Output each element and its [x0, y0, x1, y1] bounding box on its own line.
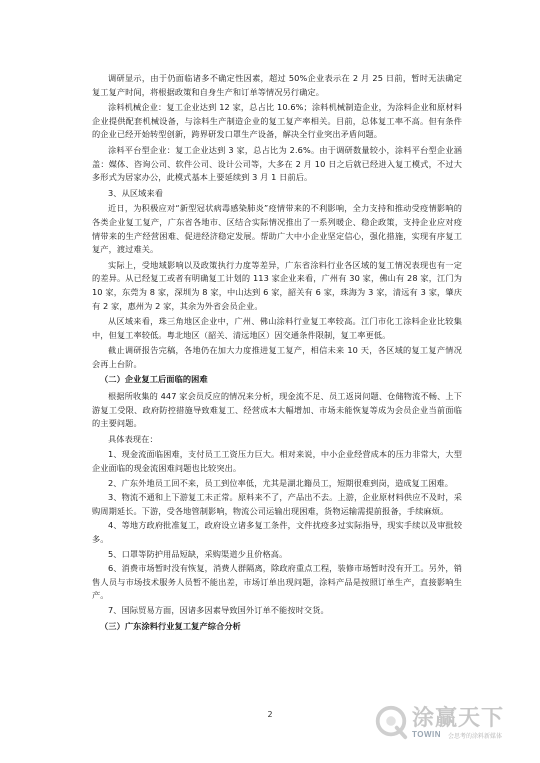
list-item: 6、消费市场暂时没有恢复，消费人群隔离，除政府重点工程，装修市场暂时没有开工。另外，销售人员与市场技术服务人员暂不能出差，市场订单出现问题，涂料产品是按照订单生产，直接影响生产。 — [92, 563, 462, 601]
paragraph: 截止调研报告完稿，各地仍在加大力度推进复工复产，相信未来 10 天，各区域的复工复产情况会再上台阶。 — [92, 345, 462, 369]
towin-logo — [372, 699, 522, 745]
logo-name-en: TOWIN — [412, 730, 442, 739]
list-item: 2、广东外地员工回不来，员工到位率低，尤其是湖北籍员工，短期很难到岗，造成复工困难。 — [108, 477, 454, 488]
paragraph: 从区域来看，珠三角地区企业中，广州、佛山涂料行业复工率较高。江门市化工涂料企业比较集中，但复工率较低。粤北地区（韶关、清远地区）因交通条件限制，复工率更低。 — [92, 316, 462, 340]
paragraph: 涂料平台型企业：复工企业达到 3 家，总占比为 2.6%。由于调研数量较小，涂料平台型企业涵盖：媒体、咨询公司、软件公司、设计公司等，大多在 2 月 10 日之后就已经进入复工模式，不过大多形式为居家办公，此模式基本上要延续到 3 月 1 日前后。 — [92, 144, 462, 183]
logo-slogan: 会思考的涂料新媒体 — [448, 733, 503, 740]
list-item: 7、国际贸易方面，因诸多因素导致国外订单不能按时交货。 — [108, 604, 329, 615]
list-item: 1、现金流面临困难，支付员工工资压力巨大。相对来说，中小企业经营成本的压力非常大，大型企业面临的现金流困难问题也比较突出。 — [92, 449, 462, 474]
section-2-heading: （二）企业复工后面临的困难 — [100, 374, 208, 385]
list-item: 4、等地方政府批准复工，政府设立诸多复工条件，文件扰疫多过实际指导，现实手续以及审批较多。 — [92, 520, 462, 544]
section-2-lead: 具体表现在： — [108, 433, 158, 444]
paragraph: 近日，为积极应对“新型冠状病毒感染肺炎”疫情带来的不利影响，全力支持和推动受疫情影响的各类企业复工复产，广东省各地市、区结合实际情况推出了一系列暖企、稳企政策，支持企业应对疫情带来的生产经营困难、促进经济稳定发展。帮助广大中小企业坚定信心，强化措施，实现有序复工复产，渡过难关。 — [92, 203, 462, 255]
paragraph: 调研显示，由于仍面临诸多不确定性因素，超过 50%企业表示在 2 月 25 日前，暂时无法确定复工复产时间，将根据政策和自身生产和订单等情况另行确定。 — [92, 73, 462, 97]
paragraph: 实际上，受地域影响以及政策执行力度等差异，广东省涂料行业各区域的复工情况表现也有一定的差异。从已经复工或者有明确复工计划的 113 家企业来看，广州有 30 家，佛山有 28 家，江门为 10 家，东莞为 8 家，深圳为 8 家，中山达到 6 家，韶关有 6 家，珠海为 3 家，清远有 3 家，肇庆有 2 家，惠州为 2 家，其余为外省会员企业。 — [92, 259, 462, 311]
list-item: 3、物流不通和上下游复工未正常。原料来不了，产品出不去。上游，企业原材料供应不及时，采购周期延长。下游，受各地管制影响，物流公司运输出现困难，货物运输需提前报备，手续麻烦。 — [92, 492, 462, 516]
logo-name-cn: 涂赢天下 — [412, 705, 505, 731]
paragraph: 根据所收集的 447 家会员反应的情况来分析，现金流不足、员工返岗问题、仓储物流不畅、上下游复工受限、政府防控措施导致难复工、经营成本大幅增加、市场未能恢复等成为会员企业当前面临的主要问题。 — [92, 391, 462, 429]
list-item: 5、口罩等防护用品短缺，采购渠道少且价格高。 — [108, 548, 288, 559]
page-number: 2 — [267, 710, 273, 719]
section-3-title: 3、从区域来看 — [108, 187, 164, 198]
section-3-heading: （三）广东涂料行业复工复产综合分析 — [100, 620, 241, 631]
paragraph: 涂料机械企业：复工企业达到 12 家，总占比 10.6%；涂料机械制造企业，为涂料企业和原材料企业提供配套机械设备，与涂料生产制造企业的复工复产率相关。目前，总体复工率不高。但有条件的企业已经开始转型创新，跨界研发口罩生产设备，解决全行业突出矛盾问题。 — [92, 102, 462, 140]
towin-q-logo-icon — [372, 703, 410, 741]
document-body — [92, 72, 462, 636]
